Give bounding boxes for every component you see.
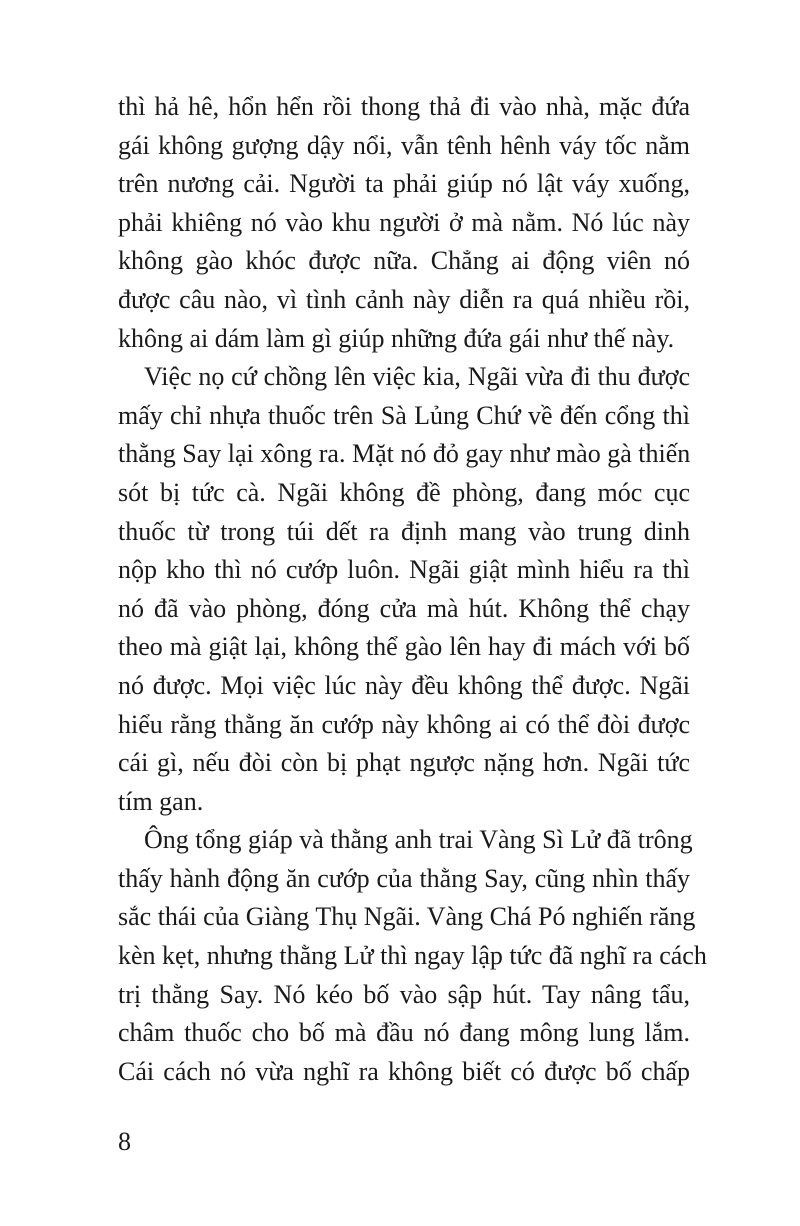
text-line: nó đã vào phòng, đóng cửa mà hút. Không thể chạy: [118, 593, 690, 623]
text-line: cái gì, nếu đòi còn bị phạt ngược nặng hơn. Ngãi tức: [118, 748, 690, 778]
text-line: Ông tổng giáp và thằng anh trai Vàng Sì Lử đã trông: [144, 825, 693, 855]
text-line: thì hả hê, hổn hển rồi thong thả đi vào nhà, mặc đứa: [118, 92, 690, 121]
text-line: Cái cách nó vừa nghĩ ra không biết có được bố chấp: [118, 1056, 690, 1086]
page-number: 8: [118, 1127, 131, 1156]
text-line: nộp kho thì nó cướp luôn. Ngãi giật mình hiểu ra thì: [118, 555, 690, 585]
text-line: châm thuốc cho bố mà đầu nó đang mông lung lắm.: [118, 1018, 690, 1048]
text-line: được câu nào, vì tình cảnh này diễn ra quá nhiều rồi,: [118, 284, 690, 314]
text-line: Việc nọ cứ chồng lên việc kia, Ngãi vừa đi thu được: [144, 362, 690, 392]
body-text: [118, 88, 707, 1091]
text-line: hiểu rằng thằng ăn cướp này không ai có thể đòi được: [118, 709, 690, 739]
text-line: phải khiêng nó vào khu người ở mà nằm. Nó lúc này: [118, 207, 690, 237]
text-line: sót bị tức cà. Ngãi không đề phòng, đang móc cục: [118, 477, 690, 507]
text-line: không ai dám làm gì giúp những đứa gái như thế này.: [118, 323, 675, 353]
text-line: thấy hành động ăn cướp của thằng Say, cũng nhìn thấy: [118, 863, 690, 893]
text-line: sắc thái của Giàng Thụ Ngãi. Vàng Chá Pó nghiến răng: [118, 902, 696, 932]
text-line: mấy chỉ nhựa thuốc trên Sà Lủng Chứ về đến cổng thì: [118, 400, 690, 430]
text-line: theo mà giật lại, không thể gào lên hay đi mách với bố: [118, 632, 690, 662]
text-line: trị thằng Say. Nó kéo bố vào sập hút. Tay nâng tẩu,: [118, 979, 690, 1009]
text-line: tím gan.: [118, 786, 204, 816]
text-line: không gào khóc được nữa. Chẳng ai động viên nó: [118, 246, 690, 276]
text-line: trên nương cải. Người ta phải giúp nó lật váy xuống,: [118, 169, 690, 199]
text-line: thuốc từ trong túi dết ra định mang vào trung dinh: [118, 516, 690, 546]
text-line: nó được. Mọi việc lúc này đều không thể được. Ngãi: [118, 670, 690, 700]
text-line: gái không gượng dậy nổi, vẫn tênh hênh váy tốc nằm: [118, 130, 690, 160]
text-line: kèn kẹt, nhưng thằng Lử thì ngay lập tức đã nghĩ ra cách: [118, 941, 707, 971]
text-line: thằng Say lại xông ra. Mặt nó đỏ gay như mào gà thiến: [118, 439, 691, 469]
